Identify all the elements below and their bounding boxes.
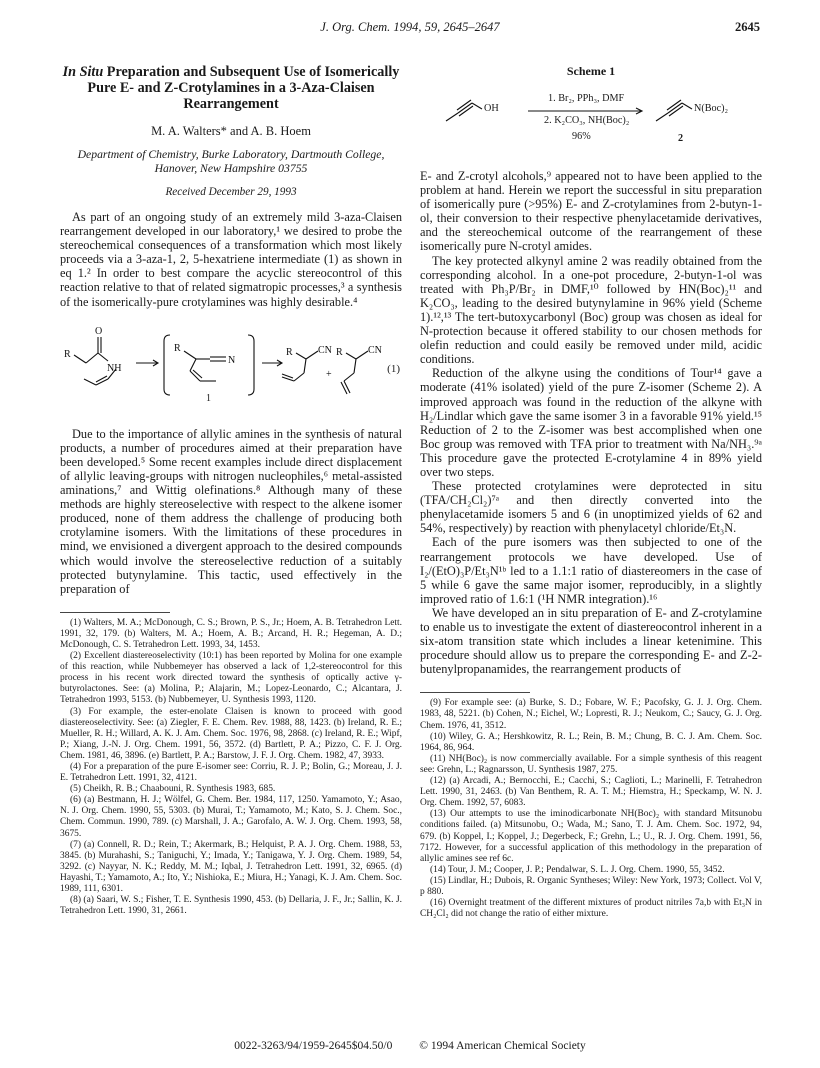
- title-rest: Preparation and Subsequent Use of Isomerically Pure E- and Z-Crotylamines in a 3-Aza-Claisen Rearrangement: [87, 64, 400, 112]
- footnote: (6) (a) Bestmann, H. J.; Wölfel, G. Chem. Ber. 1984, 117, 1250. Yamamoto, Y.; Asao, N. J. Org. Chem. 1990, 55, 5303. (b) Murai, T.; Yamamoto, M.; Kato, S. J. Chem. Soc., Chem. Commun. 1990, 789. (c) Marshall, J. A.; Garofalo, A. W. J. Org. Chem. 1993, 58, 3675.: [60, 795, 402, 839]
- footnote: (7) (a) Connell, R. D.; Rein, T.; Akermark, B.; Helquist, P. A. J. Org. Chem. 1988, 53, 3845. (b) Murahashi, S.; Taniguchi, Y.; Imada, Y.; Tanigawa, Y. J. Org. Chem. 1989, 54, 3292. (c) Nayyar, N. K.; Reddy, M. M.; Iqbal, J. Tetrahedron Lett. 1991, 32, 6965. (d) Hayashi, T.; Yamamoto, A.; Ito, Y.; Nishioka, E.; Miura, H.; Yanagi, K. J. Am. Chem. Soc. 1989, 111, 6301.: [60, 839, 402, 895]
- paragraph-reduction: Reduction of the alkyne using the conditions of Tour¹⁴ gave a moderate (41% isolated) yield of the pure Z-isomer (Scheme 2). A improved approach was found in the reduction of the alkyne with H₂/Lindlar which gave the same isomer 3 in a favorable 91% yield.¹⁵ Reduction of 2 to the Z-isomer was best accomplished when one Boc group was removed with TFA prior to treatment with Na/NH₃.⁹ᵃ This procedure gave the protected E-crotylamine 4 in 89% yield over two steps.: [420, 366, 762, 479]
- paragraph-deprotection: These protected crotylamines were deprotected in situ (TFA/CH₂Cl₂)⁷ᵃ and then directly converted into the phenylacetamide isomers 5 and 6 (in unoptimized yields of 62 and 54%, respectively) by reaction with phenylacetyl chloride/Et₃N.: [420, 479, 762, 536]
- footnote: (3) For example, the ester-enolate Claisen is known to proceed with good diastereoselectivity. See: (a) Ziegler, F. E. Chem. Rev. 1988, 88, 1423. (b) Ireland, R. E.; Mueller, R. H.; Willard, A. K. J. Am. Chem. Soc. 1976, 98, 2868. (c) Ireland, R. E.; Wipf, P.; Xiang, J.-N. J. Org. Chem. 1991, 56, 3572. (d) Bartlett, P. A.; Pizzo, C. F. J. Org. Chem. 1981, 46, 3896. (e) Bartlett, P. A.; Barstow, J. F. J. Org. Chem. 1982, 47, 3933.: [60, 706, 402, 761]
- paragraph-conclusion: We have developed an in situ preparation of E- and Z-crotylamine to enable us to investigate the extent of diastereocontrol inherent in a six-atom transition state which includes a linear ketenimine. This procedure should allow us to prepare the corresponding E- and Z-2-butenylpropanamides, the rearrangement products of: [420, 605, 762, 677]
- footnote: (10) Wiley, G. A.; Hershkowitz, R. L.; Rein, B. M.; Chung, B. C. J. Am. Chem. Soc. 1964, 86, 964.: [420, 731, 762, 753]
- intermediate-label: 1: [206, 392, 211, 404]
- scheme-yield: 96%: [572, 131, 591, 142]
- article-title: [60, 64, 402, 112]
- received-date: Received December 29, 1993: [165, 186, 297, 198]
- footnote: (8) (a) Saari, W. S.; Fisher, T. E. Synthesis 1990, 453. (b) Dellaria, J. F., Jr.; Sallin, K. J. Tetrahedron Lett. 1990, 31, 2661.: [60, 895, 402, 917]
- paragraph-alkynyl-amine: The key protected alkynyl amine 2 was readily obtained from the corresponding alcohol. In a one-pot procedure, 2-butyn-1-ol was treated with Ph₃P/Br₂ in DMF,¹⁰ followed by HN(Boc)₂¹¹ and K₂CO₃, leading to the desired butynylamine in 96% yield (Scheme 1).¹²,¹³ The tert-butoxycarbonyl (Boc) group was chosen as ideal for N-protection because it offered stability to our chosen methods for olefin reduction and could easily be removed under mild, acidic conditions.: [420, 253, 762, 367]
- footnote-rule: [420, 692, 530, 693]
- eq-label-r1: R: [64, 348, 71, 360]
- scheme-start-oh: OH: [484, 103, 499, 114]
- scheme-product-number: 2: [678, 133, 684, 144]
- left-footnotes: [60, 618, 402, 918]
- eq-label-plus: +: [326, 368, 332, 380]
- authors: M. A. Walters* and A. B. Hoem: [151, 124, 311, 138]
- eq-label-nh: NH: [107, 362, 122, 374]
- eq-label-cn2: CN: [368, 344, 382, 356]
- equation-1-structures: [60, 315, 402, 411]
- paragraph-rearrangement: Each of the pure isomers was then subjected to one of the rearrangement protocols we have developed. Use of I₂/(EtO)₃P/Et₃N¹ᵇ led to a 1.1:1 ratio of diastereomers in the case of 5 while 6 gave the same major isomer, reproducibly, in a slightly improved ratio of 1.6:1 (¹H NMR integration).¹⁶: [420, 535, 762, 606]
- footnote: (14) Tour, J. M.; Cooper, J. P.; Pendalwar, S. L. J. Org. Chem. 1990, 55, 3452.: [430, 864, 725, 875]
- journal-citation: J. Org. Chem. 1994, 59, 2645–2647: [320, 20, 500, 34]
- equation-number: (1): [387, 362, 400, 375]
- page-number: 2645: [735, 20, 760, 34]
- scheme-reagents-bottom: 2. K₂CO₃, NH(Boc)₂: [544, 115, 630, 126]
- eq-label-o: O: [95, 325, 103, 337]
- footnote-rule: [60, 612, 170, 613]
- paragraph-intro: As part of an ongoing study of an extremely mild 3-aza-Claisen rearrangement developed in our laboratory,¹ we desired to probe the stereochemical consequences of a transformation which most likely proceeds via a 3-aza-1, 2, 5-hexatriene intermediate (1) as shown in eq 1.² In order to best compare the acyclic stereocontrol of this reaction relative to that of related sigmatropic processes,³ a synthesis of the isomerically-pure crotylamines was highly desirable.⁴: [60, 210, 402, 309]
- equation-1: [60, 315, 402, 411]
- paragraph-continuation: E- and Z-crotyl alcohols,⁹ appeared not to have been applied to the problem at hand. Herein we report the successful in situ preparation of isomerically pure (>95%) E- and Z-crotylamines from 2-butyn-1-ol, their conversion to their respective phenylacetamide derivatives, and the stereochemical outcome of the rearrangement of these isomerically pure N-crotyl amides.: [420, 169, 762, 254]
- left-column: [60, 64, 402, 917]
- affiliation: Department of Chemistry, Burke Laboratory, Dartmouth College, Hanover, New Hampshire 03755: [77, 148, 385, 175]
- footnote: (15) Lindlar, H.; Dubois, R. Organic Syntheses; Wiley: New York, 1973; Collect. Vol V, p 880.: [420, 875, 762, 897]
- right-footnotes: [420, 698, 762, 920]
- scheme-product-group: N(Boc)₂: [694, 103, 729, 114]
- copyright: © 1994 American Chemical Society: [419, 1040, 586, 1052]
- eq-label-r3: R: [286, 346, 293, 358]
- footnote: (12) (a) Arcadi, A.; Bernocchi, E.; Cacchi, S.; Caglioti, L.; Marinelli, F. Tetrahedron Lett. 1990, 31, 2463. (b) Van Benthem, R. A. T. M.; Hiemstra, H.; Speckamp, W. N. J. Org. Chem. 1992, 57, 6083.: [420, 776, 762, 809]
- footnote: (5) Cheikh, R. B.; Chaabouni, R. Synthesis 1983, 685.: [70, 784, 276, 795]
- eq-label-n: N: [228, 354, 236, 366]
- eq-label-r2: R: [174, 342, 181, 354]
- eq-label-cn1: CN: [318, 344, 332, 356]
- scheme-1: [420, 83, 762, 161]
- title-italic: In Situ: [62, 64, 104, 80]
- article-code: 0022-3263/94/1959-2645$04.50/0: [234, 1040, 393, 1052]
- eq-label-r4: R: [336, 346, 343, 358]
- right-column: [420, 64, 762, 920]
- footnote: (11) NH(Boc)₂ is now commercially available. For a simple synthesis of this reagent see: Grehn, L.; Ragnarsson, U. Synthesis 1987, 275.: [420, 753, 762, 775]
- footnote: (13) Our attempts to use the iminodicarbonate NH(Boc)₂ with standard Mitsunobu conditions failed. (a) Mitsunobu, O.; Wada, M.; Sano, T. J. Am. Chem. Soc. 1972, 94, 679. (b) Koppel, I.; Koppel, J.; Degerbeck, F.; Grehn, L.; U., R. J. Org. Chem. 1991, 56, 7172. However, for a successful application of this methodology in the preparation of allylic amines see ref 6c.: [420, 809, 762, 864]
- footnote: (4) For a preparation of the pure E-isomer see: Corriu, R. J. P.; Bolin, G.; Moreau, J. J. E. Tetrahedron Lett. 1991, 32, 4121.: [60, 762, 402, 784]
- scheme-reagents-top: 1. Br₂, PPh₃, DMF: [548, 93, 625, 104]
- scheme-title: Scheme 1: [566, 64, 616, 78]
- footnote: (9) For example see: (a) Burke, S. D.; Fobare, W. F.; Pacofsky, G. J. J. Org. Chem. 1983, 48, 5221. (b) Cohen, N.; Eichel, W.; Lopresti, R. J.; Neukom, C.; Saucy, G. J. Org. Chem. 1976, 41, 3512.: [420, 698, 762, 731]
- running-header: [60, 20, 760, 36]
- page-footer: [0, 1040, 820, 1052]
- paragraph-allylic-amines: Due to the importance of allylic amines in the synthesis of natural products, a number of procedures aimed at their preparation have been developed.⁵ Some recent examples include direct displacement of allylic leaving-groups with nitrogen nucleophiles,⁶ metal-assisted aminations,⁷ and Wittig olefinations.⁸ Although many of these methods are highly stereoselective with respect to the alkene isomer produced, none of them address the challenge of producing both crotylamine isomers. With the limitations of these procedures in mind, we envisioned a divergent approach to the desired compounds which would involve the stereoselective reduction of a suitably protected butynylamine. This tactic, used effectively in the preparation of: [60, 426, 402, 596]
- footnote: (16) Overnight treatment of the different mixtures of product nitriles 7a,b with Et₃N in CH₂Cl₂ did not change the ratio of either mixture.: [420, 898, 762, 920]
- footnote: (2) Excellent diastereoselectivity (10:1) has been reported by Molina for one example of this reaction, while Nubbemeyer has observed a lack of 1,2-stereocontrol for this process in his recent work directed toward the synthesis of optically active γ-butyrolactones. See: (a) Molina, P.; Alajarin, M.; Lopez-Leonardo, C.; Alcantara, J. Tetrahedron 1993, 5153. (b) Nubbemeyer, U. Synthesis 1993, 1120.: [60, 651, 402, 706]
- footnote: (1) Walters, M. A.; McDonough, C. S.; Brown, P. S., Jr.; Hoem, A. B. Tetrahedron Lett. 1991, 32, 179. (b) Walters, M. A.; Hoem, A. B.; Arcand, H. R.; Hegeman, A. D.; McDonough, C. S. Tetrahedron Lett. 1993, 34, 1453.: [60, 617, 402, 650]
